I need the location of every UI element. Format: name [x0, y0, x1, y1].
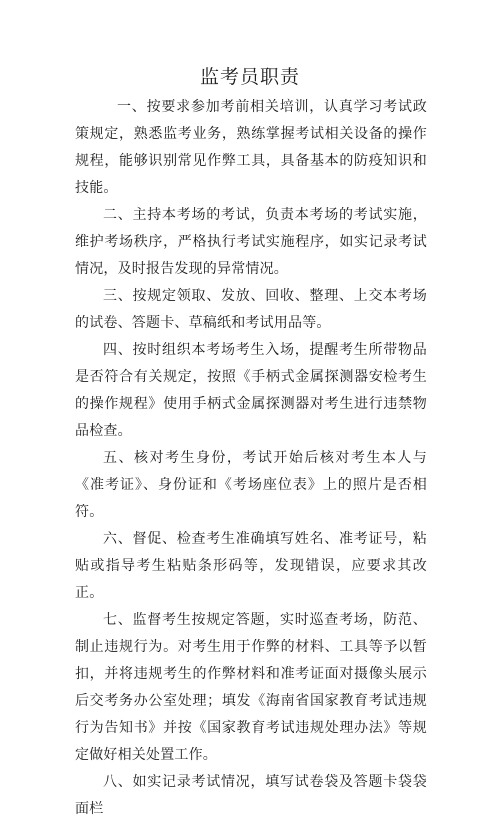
document-title: 监考员职责: [199, 66, 300, 88]
document-body: [75, 94, 427, 823]
paragraph-8: 八、如实记录考试情况，填写试卷袋及答题卡袋袋面栏: [75, 774, 427, 817]
paragraph-4: 四、按时组织本考场考生入场，提醒考生所带物品是否符合有关规定，按照《手柄式金属探测器安检考生的操作规程》使用手柄式金属探测器对考生进行违禁物品检查。: [75, 342, 427, 439]
paragraph-3: 三、按规定领取、发放、回收、整理、上交本考场的试卷、答题卡、草稿纸和考试用品等。: [75, 288, 427, 331]
paragraph-2: 二、主持本考场的考试，负责本考场的考试实施，维护考场秩序，严格执行考试实施程序，如实记录考试情况，及时报告发现的异常情况。: [75, 207, 427, 277]
paragraph-5: 五、核对考生身份，考试开始后核对考生本人与《准考证》、身份证和《考场座位表》上的照片是否相符。: [75, 450, 427, 520]
paragraph-6: 六、督促、检查考生准确填写姓名、准考证号，粘贴或指导考生粘贴条形码等，发现错误，应要求其改正。: [75, 531, 427, 601]
paragraph-1: 一、按要求参加考前相关培训，认真学习考试政策规定，熟悉监考业务，熟练掌握考试相关设备的操作规程，能够识别常见作弊工具，具备基本的防疫知识和技能。: [75, 99, 427, 196]
paragraph-7: 七、监督考生按规定答题，实时巡查考场，防范、制止违规行为。对考生用于作弊的材料、工具等予以暂扣，并将违规考生的作弊材料和准考证面对摄像头展示后交考务办公室处理；填发《海南省国家教育考试违规行为告知书》并按《国家教育考试违规处理办法》等规定做好相关处置工作。: [75, 612, 427, 763]
